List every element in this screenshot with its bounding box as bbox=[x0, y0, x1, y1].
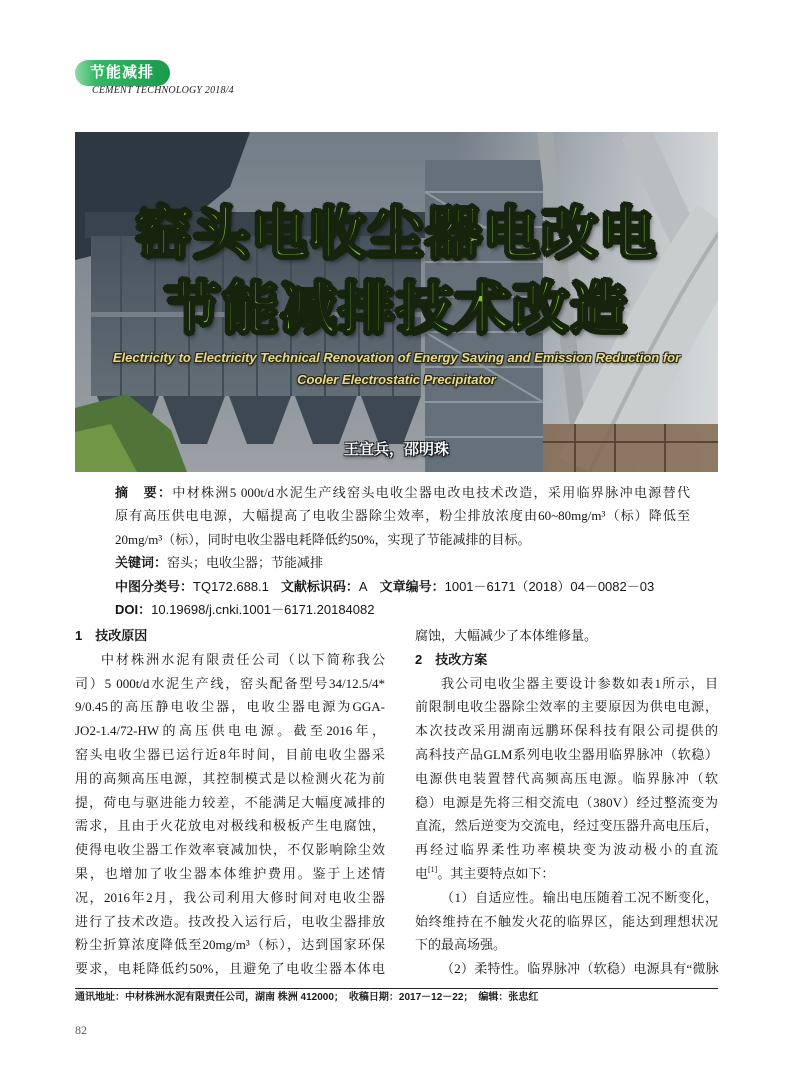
reference-line bbox=[415, 862, 718, 886]
doi-line bbox=[115, 598, 690, 621]
body-line: （2）柔特性。临界脉冲（软稳）电源具有“微脉 bbox=[441, 961, 718, 977]
keywords-label: 关键词： bbox=[115, 555, 168, 571]
abstract-text: 中材株洲5 000t/d水泥生产线窑头电收尘器电改电技术改造，采用临界脉冲电源替代 bbox=[172, 485, 690, 500]
abstract-line bbox=[115, 481, 690, 504]
doi-value: 10.19698/j.cnki.1001－6171.20184082 bbox=[151, 601, 375, 617]
body-line: 9/0.45的高压静电收尘器，电收尘器电源为GGA- bbox=[75, 699, 385, 715]
abstract-block bbox=[115, 481, 690, 621]
body-line: 要求，电耗降低约50%，且避免了电收尘器本体电 bbox=[75, 961, 385, 977]
abstract-line: 原有高压供电电源，大幅提高了电收尘器除尘效率，粉尘排放浓度由60~80mg/m³（标）降低至 bbox=[115, 508, 690, 524]
footer-note: 通讯地址：中材株洲水泥有限责任公司，湖南 株洲 412000； 收稿日期：2017－12－22； 编辑：张忠红 bbox=[75, 992, 539, 1003]
body-line: （1）自适应性。输出电压随着工况不断变化， bbox=[441, 889, 718, 905]
banner-photo bbox=[75, 132, 718, 472]
body-line: 提，荷电与驱进能力较差，不能满足大幅度减排的 bbox=[75, 794, 385, 810]
body-line: JO2-1.4/72-HW的高压供电电源。截至2016年， bbox=[75, 723, 385, 739]
doi-label: DOI： bbox=[115, 601, 152, 617]
journal-name: CEMENT TECHNOLOGY 2018/4 bbox=[92, 85, 234, 96]
body-line: 我公司电收尘器主要设计参数如表1所示，目 bbox=[441, 675, 718, 691]
body-line: 果，也增加了收尘器本体维护费用。鉴于上述情 bbox=[75, 865, 385, 881]
article-number-label: 文章编号： bbox=[379, 578, 445, 594]
body-line: 进行了技术改造。技改投入运行后，电收尘器排放 bbox=[75, 913, 385, 929]
body-column-right bbox=[415, 624, 718, 981]
body-line: 直流，然后逆变为交流电，经过变压器升高电压后， bbox=[415, 818, 718, 834]
article-title-line-2: 节能减排技术改造 bbox=[164, 277, 629, 342]
doc-code: A bbox=[358, 578, 368, 594]
clc-label: 中图分类号： bbox=[115, 578, 194, 594]
body-line: 用的高频高压电源，其控制模式是以检测火花为前 bbox=[75, 770, 385, 786]
body-line: 本次技改采用湖南远鹏环保科技有限公司提供的 bbox=[415, 723, 718, 739]
body-line: 中材株洲水泥有限责任公司（以下简称我公 bbox=[101, 651, 385, 667]
section-tag: 节能减排 bbox=[75, 60, 170, 86]
abstract-line: 20mg/m³（标），同时电收尘器电耗降低约50%，实现了节能减排的目标。 bbox=[115, 531, 531, 547]
english-title-line-1: Electricity to Electricity Technical Renovation of Energy Saving and Emission Reduction for bbox=[112, 350, 681, 365]
body-line: 下的最高场强。 bbox=[415, 937, 507, 953]
english-title-line-2: Cooler Electrostatic Precipitator bbox=[297, 372, 496, 387]
body-line: 前限制电收尘器除尘效率的主要原因为供电电源， bbox=[415, 699, 718, 715]
body-line: 使得电收尘器工作效率衰减加快，不仅影响除尘效 bbox=[75, 842, 385, 858]
reference-line-start: 电 bbox=[415, 865, 429, 881]
body-line: 需求，且由于火花放电对极线和极板产生电腐蚀， bbox=[75, 818, 385, 834]
clc-number: TQ172.688.1 bbox=[193, 578, 269, 594]
section-heading: 2 技改方案 bbox=[415, 651, 488, 667]
body-line: 高科技产品GLM系列电收尘器用临界脉冲（软稳） bbox=[415, 746, 718, 762]
body-line: 稳）电源是先将三相交流电（380V）经过整流变为 bbox=[415, 794, 718, 810]
article-number: 1001－6171（2018）04－0082－03 bbox=[444, 578, 655, 594]
body-column-left bbox=[75, 624, 385, 981]
body-line: 腐蚀，大幅减少了本体维修量。 bbox=[415, 628, 598, 643]
body-line: 电源供电装置替代高频高压电源。临界脉冲（软 bbox=[415, 770, 718, 786]
abstract-label: 摘 要： bbox=[115, 485, 173, 500]
body-line: 窑头电收尘器已运行近8年时间，目前电收尘器采 bbox=[75, 746, 385, 762]
body-line: 始终维持在不触发火花的临界区，能达到理想状况 bbox=[415, 913, 718, 929]
page-number: 82 bbox=[75, 1023, 87, 1037]
authors: 王宜兵，邵明珠 bbox=[343, 441, 449, 458]
body-line: 粉尘折算浓度降低至20mg/m³（标），达到国家环保 bbox=[75, 937, 385, 953]
keywords: 窑头；电收尘器；节能减排 bbox=[167, 555, 324, 571]
doc-code-label: 文献标识码： bbox=[280, 578, 359, 594]
classification-line bbox=[115, 575, 690, 598]
section-heading: 1 技改原因 bbox=[75, 628, 148, 643]
body-line: 司）5 000t/d水泥生产线，窑头配备型号34/12.5/4* bbox=[75, 675, 385, 691]
body-line: 再经过临界柔性功率模块变为波动极小的直流 bbox=[415, 842, 718, 858]
article-title-line-1: 窑头电收尘器电改电 bbox=[135, 202, 658, 267]
footer-divider bbox=[75, 988, 718, 989]
citation-marker[interactable]: [1] bbox=[428, 864, 438, 874]
reference-line-end: 。其主要特点如下： bbox=[437, 865, 555, 881]
keywords-line bbox=[115, 551, 690, 574]
body-line: 况，2016年2月，我公司利用大修时间对电收尘器 bbox=[75, 889, 385, 905]
